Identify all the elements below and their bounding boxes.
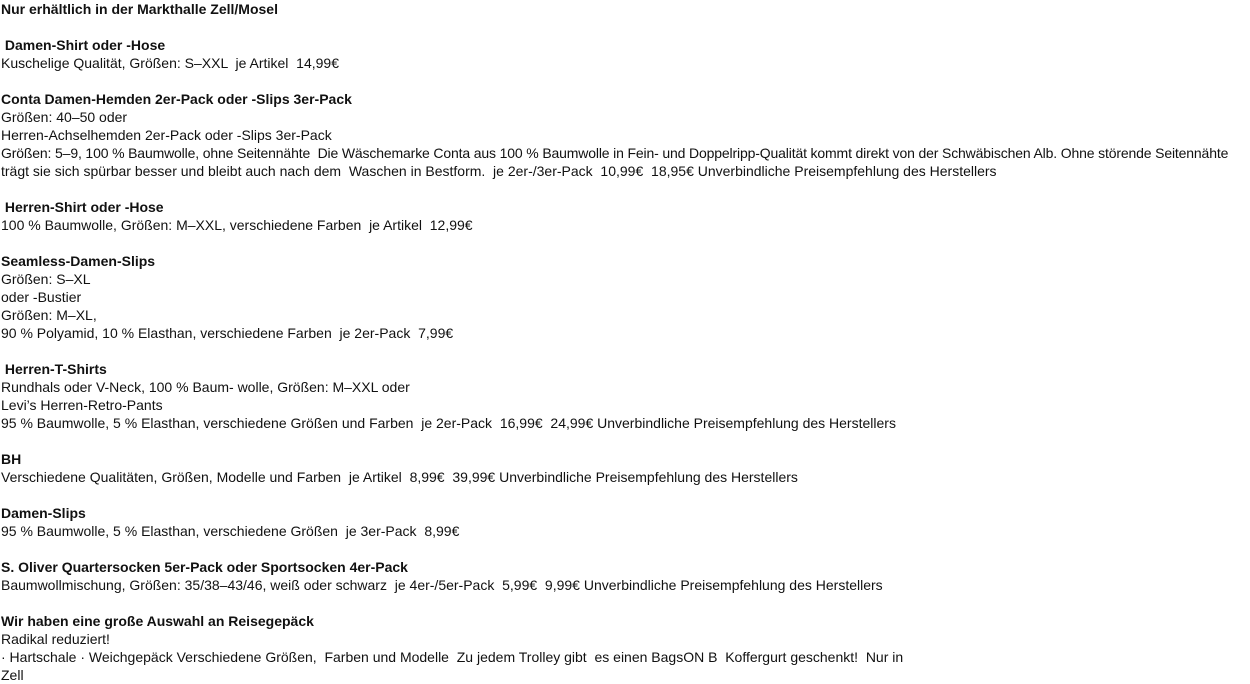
item-line: 90 % Polyamid, 10 % Elasthan, verschiedene Farben je 2er-Pack 7,99€ xyxy=(1,325,454,341)
item-title: BH xyxy=(1,451,22,467)
item-title: Damen-Slips xyxy=(1,505,86,521)
item-title: Seamless-Damen-Slips xyxy=(1,253,156,269)
item-line: Größen: 40–50 oder xyxy=(1,109,128,125)
item-line: Herren-Achselhemden 2er-Pack oder -Slips 3er-Pack xyxy=(1,127,332,143)
item-title: Conta Damen-Hemden 2er-Pack oder -Slips 3er-Pack xyxy=(1,91,352,107)
item-line: Zell xyxy=(1,667,24,683)
item-line: Kuschelige Qualität, Größen: S–XXL je Artikel 14,99€ xyxy=(1,55,340,71)
spacer xyxy=(1,180,1250,198)
item-line: 95 % Baumwolle, 5 % Elasthan, verschiedene Größen und Farben je 2er-Pack 16,99€ 24,99€ Unverbindliche Preisempfehlung des Herstellers xyxy=(1,415,896,431)
item-title: S. Oliver Quartersocken 5er-Pack oder Sportsocken 4er-Pack xyxy=(1,559,408,575)
spacer xyxy=(1,540,1250,558)
item-title: Herren-T-Shirts xyxy=(1,361,107,377)
page-heading: Nur erhältlich in der Markthalle Zell/Mosel xyxy=(1,1,278,17)
item-line: trägt sie sich spürbar besser und bleibt auch nach dem Waschen in Bestform. je 2er-/3er-Pack 10,99€ 18,95€ Unverbindliche Preisempfehlung des Herstellers xyxy=(1,163,997,179)
item-title: Wir haben eine große Auswahl an Reisegepäck xyxy=(1,613,314,629)
item-title: Herren-Shirt oder -Hose xyxy=(1,199,164,215)
item-line: Rundhals oder V-Neck, 100 % Baum- wolle, Größen: M–XXL oder xyxy=(1,379,410,395)
item-line: Baumwollmischung, Größen: 35/38–43/46, weiß oder schwarz je 4er-/5er-Pack 5,99€ 9,99€ Unverbindliche Preisempfehlung des Herstellers xyxy=(1,577,883,593)
spacer xyxy=(1,432,1250,450)
spacer xyxy=(1,234,1250,252)
item-line: 100 % Baumwolle, Größen: M–XXL, verschiedene Farben je Artikel 12,99€ xyxy=(1,217,473,233)
spacer xyxy=(1,594,1250,612)
item-line: Größen: M–XL, xyxy=(1,307,97,323)
item-title: Damen-Shirt oder -Hose xyxy=(1,37,166,53)
item-line: oder -Bustier xyxy=(1,289,82,305)
spacer xyxy=(1,72,1250,90)
spacer xyxy=(1,18,1250,36)
item-line: Radikal reduziert! xyxy=(1,631,110,647)
spacer xyxy=(1,486,1250,504)
item-line: Größen: S–XL xyxy=(1,271,91,287)
spacer xyxy=(1,342,1250,360)
item-line: Levi’s Herren-Retro-Pants xyxy=(1,397,163,413)
item-line: 95 % Baumwolle, 5 % Elasthan, verschiedene Größen je 3er-Pack 8,99€ xyxy=(1,523,460,539)
item-line: Größen: 5–9, 100 % Baumwolle, ohne Seitennähte Die Wäschemarke Conta aus 100 % Baumwolle in Fein- und Doppelripp-Qualität kommt direkt von der Schwäbischen Alb. Ohne störende Seitennähte xyxy=(1,145,1229,161)
item-line: Verschiedene Qualitäten, Größen, Modelle und Farben je Artikel 8,99€ 39,99€ Unverbindliche Preisempfehlung des Herstellers xyxy=(1,469,798,485)
item-line: · Hartschale · Weichgepäck Verschiedene Größen, Farben und Modelle Zu jedem Trolley gibt es einen BagsON B Koffergurt geschenkt! Nur in xyxy=(1,649,904,665)
